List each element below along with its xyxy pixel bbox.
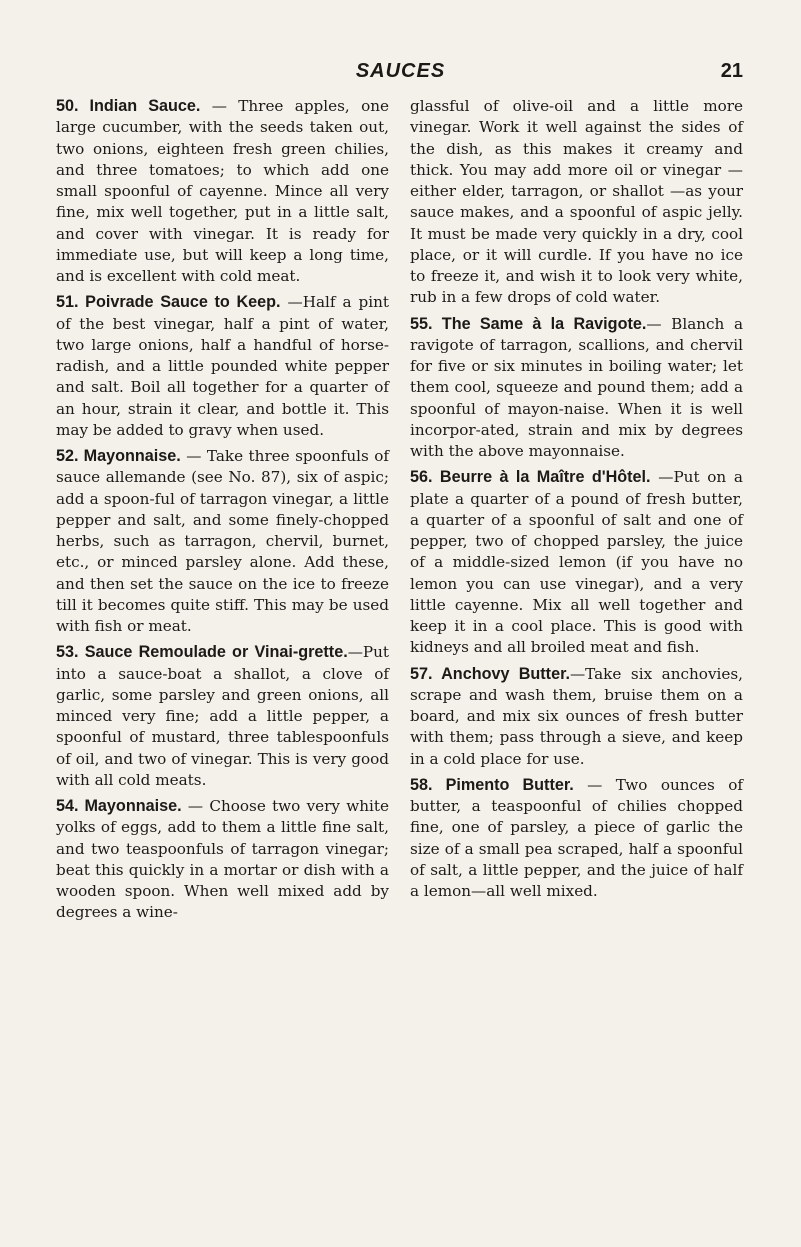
recipe-51 bbox=[56, 292, 389, 441]
recipe-text: glassful of olive-oil and a little more vinegar. Work it well against the sides of the dish, as this makes it creamy and thick. You may add more oil or vinegar —either elder, tarragon, or shallot —as your sauce makes, and a spoonful of aspic jelly. It must be made very quickly in a dry, cool place, or it will curdle. If you have no ice to freeze it, and wish it to look very white, rub in a few drops of cold water. bbox=[410, 97, 743, 307]
recipe-text: —Half a pint of the best vinegar, half a pint of water, two large onions, half a handful of horse-radish, and a little pounded white pepper and salt. Boil all together for a quarter of an hour, strain it clear, and bottle it. This may be added to gravy when used. bbox=[56, 293, 389, 439]
recipe-heading: 58. Pimento Butter. bbox=[410, 775, 574, 794]
recipe-56 bbox=[410, 467, 743, 658]
running-title: SAUCES bbox=[355, 60, 446, 82]
recipe-text: — Two ounces of butter, a teaspoonful of chilies chopped fine, one of parsley, a piece of garlic the size of a small pea scraped, half a spoonful of salt, a little pepper, and the juice of half a lemon—all well mixed. bbox=[410, 775, 743, 900]
recipe-53 bbox=[56, 642, 389, 791]
recipe-54 bbox=[56, 796, 389, 924]
right-column bbox=[410, 96, 743, 907]
recipe-54-continued bbox=[410, 96, 743, 309]
recipe-58 bbox=[410, 775, 743, 903]
recipe-heading: 50. Indian Sauce. bbox=[56, 97, 201, 115]
recipe-heading: 55. The Same à la Ravigote. bbox=[410, 314, 647, 333]
recipe-text: —Put on a plate a quarter of a pound of fresh butter, a quarter of a spoonful of salt and one of pepper, two of chopped parsley, the juice of a middle-sized lemon (if you have no lemon you can use vinegar), and a very little cayenne. Mix all well together and keep it in a cool place. This is good with kidneys and all broiled meat and fish. bbox=[410, 468, 743, 657]
page-number: 21 bbox=[720, 60, 743, 82]
recipe-text: — Three apples, one large cucumber, with the seeds taken out, two onions, eighteen fresh green chilies, and three tomatoes; to which add one small spoonful of cayenne. Mince all very fine, mix well together, put in a little salt, and cover with vinegar. It is ready for immediate use, but will keep a long time, and is excellent with cold meat. bbox=[56, 97, 389, 285]
recipe-heading: 51. Poivrade Sauce to Keep. bbox=[56, 293, 281, 312]
recipe-heading: 53. Sauce Remoulade or Vinai-grette. bbox=[56, 643, 348, 662]
recipe-57 bbox=[410, 664, 743, 770]
recipe-text: — Choose two very white yolks of eggs, add to them a little fine salt, and two teaspoonfuls of tarragon vinegar; beat this quickly in a mortar or dish with a wooden spoon. When well mixed add by degrees a wine- bbox=[56, 797, 389, 922]
page-header bbox=[0, 60, 801, 90]
recipe-text: —Take six anchovies, scrape and wash them, bruise them on a board, and mix six ounces of fresh butter with them; pass through a sieve, and keep in a cold place for use. bbox=[410, 664, 743, 768]
recipe-heading: 57. Anchovy Butter. bbox=[410, 664, 570, 683]
recipe-heading: 56. Beurre à la Maître d'Hôtel. bbox=[410, 468, 651, 487]
recipe-heading: 54. Mayonnaise. bbox=[56, 797, 182, 815]
recipe-text: — Take three spoonfuls of sauce allemande (see No. 87), six of aspic; add a spoon-ful of tarragon vinegar, a little pepper and salt, and some finely-chopped herbs, such as tarragon, chervil, burnet, etc., or minced parsley alone. Add these, and then set the sauce on the ice to freeze till it becomes quite stiff. This may be used with fish or meat. bbox=[56, 447, 389, 635]
recipe-text: —Put into a sauce-boat a shallot, a clove of garlic, some parsley and green onions, all minced very fine; add a little pepper, a spoonful of mustard, three tablespoonfuls of oil, and two of vinegar. This is very good with all cold meats. bbox=[56, 643, 389, 789]
recipe-50 bbox=[56, 96, 389, 287]
recipe-text: — Blanch a ravigote of tarragon, scallions, and chervil for five or six minutes in boiling water; let them cool, squeeze and pound them; add a spoonful of mayon-naise. When it is well incorpor-ated, strain and mix by degrees with the above mayonnaise. bbox=[410, 314, 744, 460]
left-column bbox=[56, 96, 389, 929]
recipe-heading: 52. Mayonnaise. bbox=[56, 447, 181, 465]
recipe-55 bbox=[410, 314, 743, 463]
recipe-52 bbox=[56, 446, 389, 637]
